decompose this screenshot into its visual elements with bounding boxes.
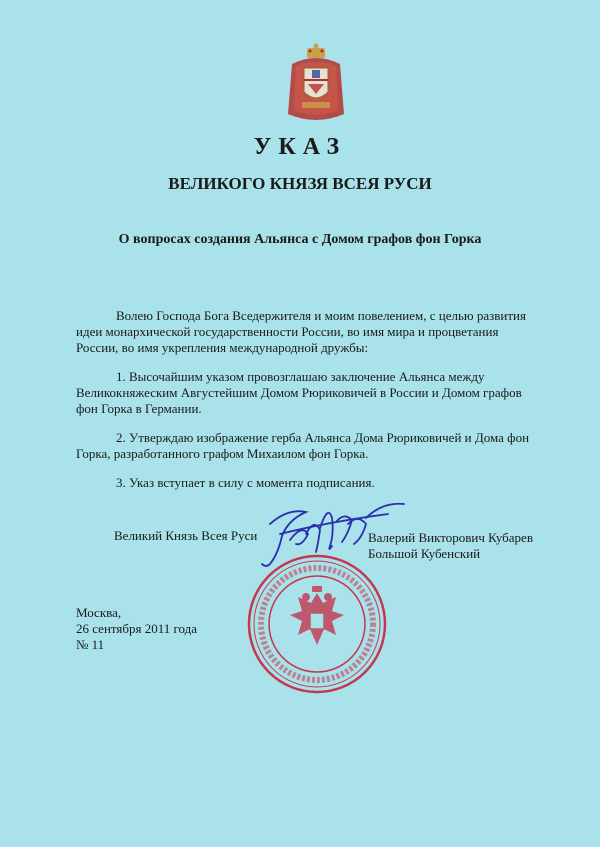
signatory-block: [368, 530, 533, 562]
preamble-paragraph: Волею Господа Бога Вседержителя и моим повелением, с целью развития идеи монархической государственности России, во имя мира и процветания России, во имя укрепления международной дружбы:: [76, 308, 526, 355]
coat-of-arms-icon: [286, 42, 346, 128]
decree-body: [76, 308, 536, 504]
signatory-rank: Большой Кубенский: [368, 546, 481, 561]
document-subject: О вопросах создания Альянса с Домом графов фон Горка: [118, 232, 482, 247]
decree-item: 2. Утверждаю изображение герба Альянса Дома Рюриковичей и Дома фон Горка, разработанного графом Михаилом фон Горка.: [76, 430, 530, 461]
official-seal-icon: [246, 553, 388, 695]
document-subtitle: ВЕЛИКОГО КНЯЗЯ ВСЕЯ РУСИ: [168, 174, 432, 193]
decree-item: 1. Высочайшим указом провозглашаю заключение Альянса между Великокняжеским Августейшим Домом Рюриковичей в России и Домом графов фон Горка в Германии.: [76, 369, 522, 416]
place-date-block: [76, 605, 197, 653]
document-number: № 11: [76, 637, 105, 652]
decree-item: 3. Указ вступает в силу с момента подписания.: [116, 475, 375, 490]
document-date: 26 сентября 2011 года: [76, 621, 198, 636]
document-title: УКАЗ: [253, 134, 347, 160]
document-city: Москва,: [76, 605, 122, 620]
signatory-title: Великий Князь Всея Руси: [114, 528, 258, 543]
signatory-name: Валерий Викторович Кубарев: [368, 530, 533, 545]
